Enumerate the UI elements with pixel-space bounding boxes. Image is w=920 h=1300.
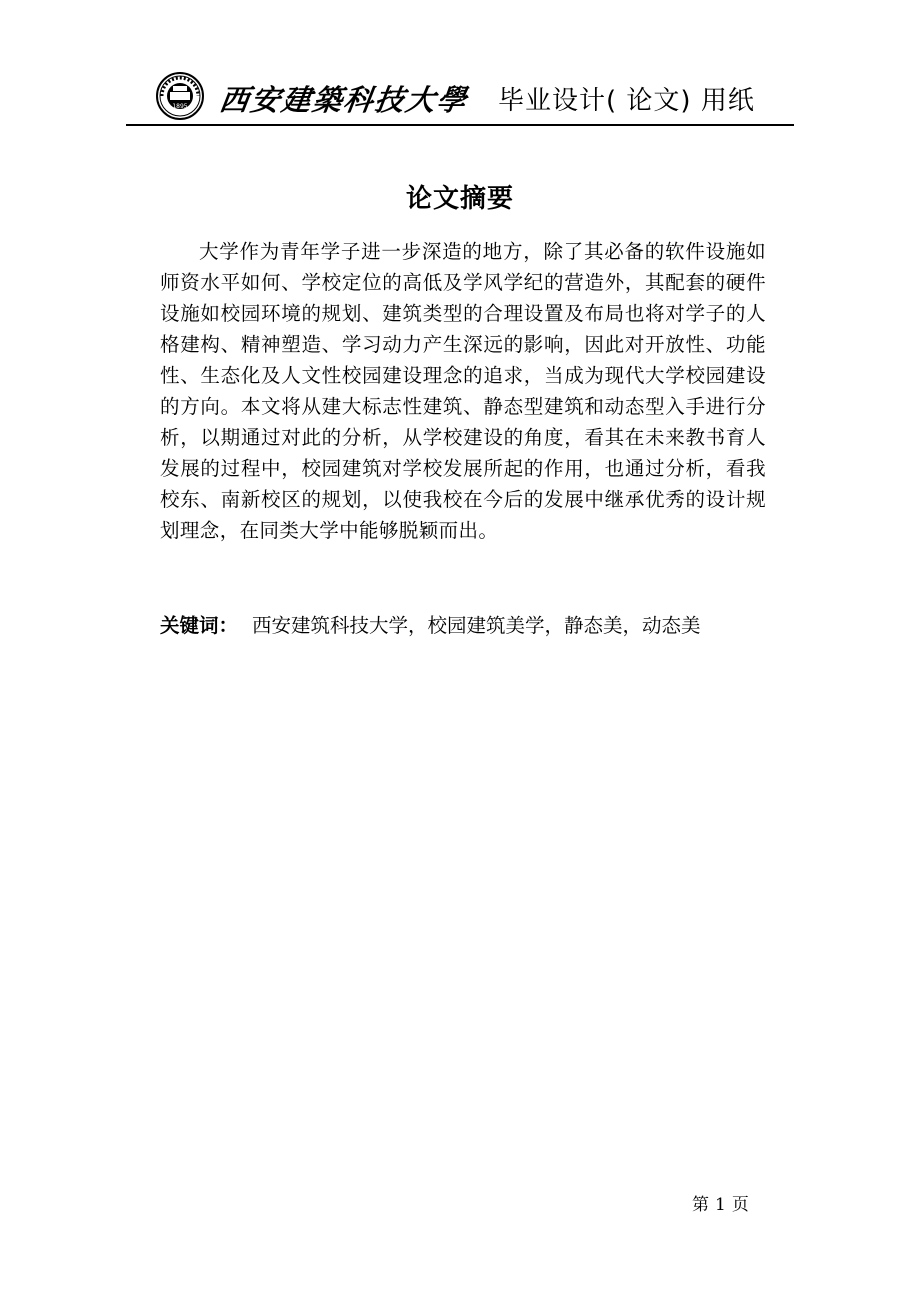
university-seal-logo xyxy=(156,72,204,120)
page-header xyxy=(126,66,794,126)
page-number-value: 1 xyxy=(715,1195,726,1215)
header-divider xyxy=(126,124,794,126)
page-number-prefix: 第 xyxy=(692,1195,709,1215)
page-title: 论文摘要 xyxy=(405,184,514,214)
keywords-label: 关键词： xyxy=(160,614,239,637)
svg-text:1895: 1895 xyxy=(172,103,188,110)
page-number-suffix: 页 xyxy=(731,1195,749,1215)
keywords-value: 西安建筑科技大学，校园建筑美学，静态美，动态美 xyxy=(252,614,701,637)
page-number xyxy=(692,1190,749,1215)
abstract-paragraph: 大学作为青年学子进一步深造的地方，除了其必备的软件设施如师资水平如何、学校定位的高低及学风学纪的营造外，其配套的硬件设施如校园环境的规划、建筑类型的合理设置及布局也将对学子的人格建构、精神塑造、学习动力产生深远的影响，因此对开放性、功能性、生态化及人文性校园建设理念的追求，当成为现代大学校园建设的方向。本文将从建大标志性建筑、静态型建筑和动态型入手进行分析，以期通过对此的分析，从学校建设的角度，看其在未来教书育人发展的过程中，校园建筑对学校发展所起的作用，也通过分析，看我校东、南新校区的规划，以使我校在今后的发展中继承优秀的设计规划理念，在同类大学中能够脱颖而出。 xyxy=(160,240,766,542)
keywords-line xyxy=(160,612,701,640)
university-name: 西安建築科技大學 xyxy=(217,83,471,117)
paper-label: 毕业设计( 论文) 用纸 xyxy=(498,86,755,116)
